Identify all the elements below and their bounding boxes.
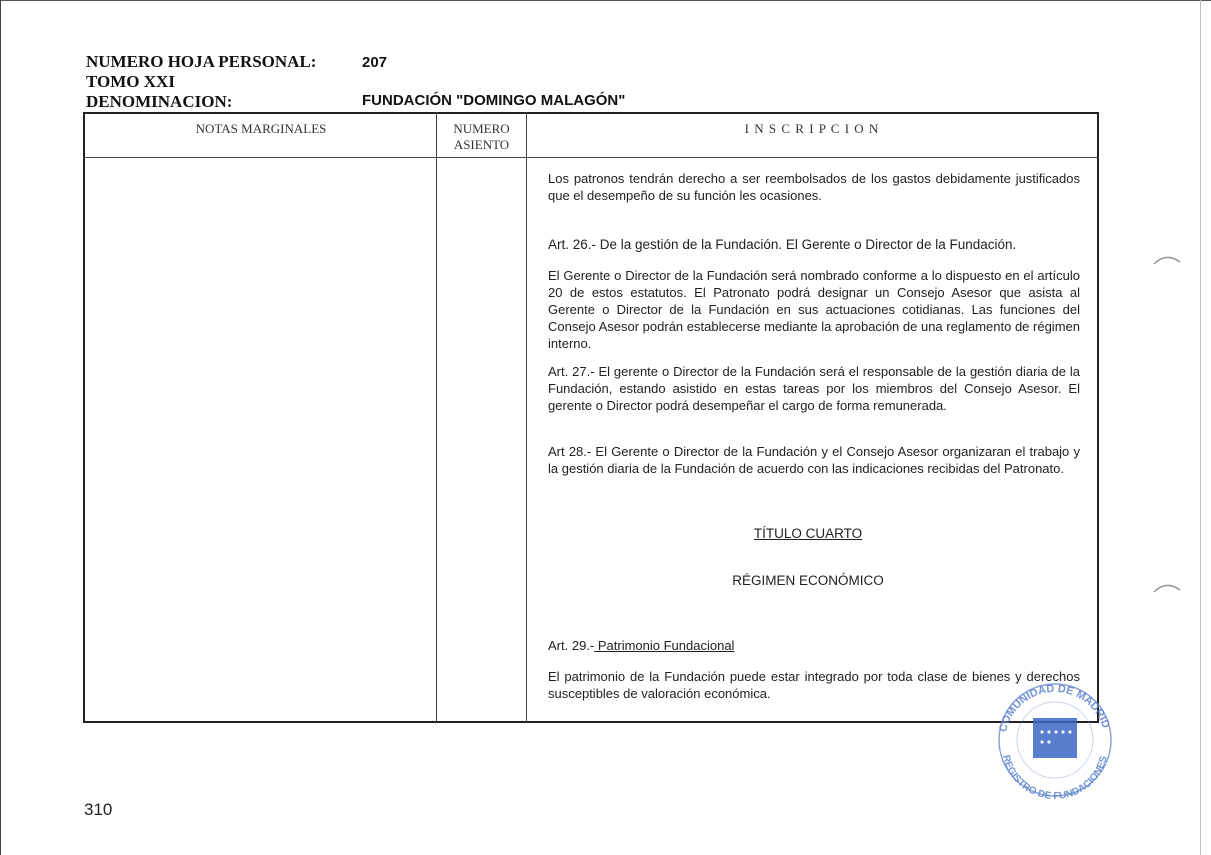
seal-bottom-text: REGISTRO DE FUNDACIONES: [999, 753, 1110, 800]
hoja-value: 207: [362, 54, 388, 71]
art26-body: El Gerente o Director de la Fundación será nombrado conforme a lo dispuesto en el artículo 20 de estos estatutos. El Patronato podrá designar un Consejo Asesor que asista al Gerente o Director de la Fundación en sus actuaciones cotidianas. Las funciones del Consejo Asesor podrán establecerse mediante la aprobación de una reglamento de régimen interno.: [548, 268, 1080, 351]
regimen-economico-heading: RÉGIMEN ECONÓMICO: [732, 573, 884, 588]
hoja-label: NUMERO HOJA PERSONAL:: [86, 52, 317, 71]
paragraph-reembolso: Los patronos tendrán derecho a ser reembolsados de los gastos debidamente justificados que el desempeño de su función les ocasiones.: [548, 171, 1080, 203]
registry-seal-stamp: [990, 680, 1120, 800]
column-divider-2: [526, 112, 527, 723]
notas-marginales-heading: NOTAS MARGINALES: [195, 121, 327, 136]
art28-paragraph: Art 28.- El Gerente o Director de la Fundación y el Consejo Asesor organizaran el trabajo y la gestión diaria de la Fundación de acuerdo con las indicaciones recibidas del Patronato.: [548, 444, 1080, 476]
seal-top-text: COMUNIDAD DE MADRID: [997, 682, 1112, 734]
binder-hole-mark-upper: [1150, 250, 1190, 290]
column-divider-1: [436, 112, 437, 723]
page-edge-left: [0, 0, 1, 855]
header-divider: [83, 157, 1099, 158]
art29-prefix: Art. 29.-: [548, 638, 595, 653]
page-number: 310: [84, 800, 113, 819]
asiento-heading: ASIENTO: [453, 137, 510, 152]
art29-body: El patrimonio de la Fundación puede estar integrado por toda clase de bienes y derechos susceptibles de valoración económica.: [548, 669, 1080, 701]
tomo-label: TOMO XXI: [86, 72, 175, 91]
art26-title: Art. 26.- De la gestión de la Fundación. El Gerente o Director de la Fundación.: [548, 237, 1017, 252]
denominacion-label: DENOMINACION:: [86, 92, 233, 111]
art29-heading: Patrimonio Fundacional: [594, 638, 735, 653]
numero-heading: NUMERO: [453, 121, 510, 136]
denominacion-value: FUNDACIÓN "DOMINGO MALAGÓN": [362, 92, 626, 109]
binder-hole-mark-lower: [1150, 578, 1190, 618]
titulo-cuarto-heading: TÍTULO CUARTO: [753, 526, 863, 541]
art29-title: [548, 637, 1080, 654]
inscripcion-heading: I N S C R I P C I O N: [744, 121, 880, 136]
page-edge-top: [0, 0, 1211, 1]
art27-paragraph: Art. 27.- El gerente o Director de la Fundación será el responsable de la gestión diaria de la Fundación, estando asistido en estas tareas por los miembros del Consejo Asesor. El gerente o Director podrá desempeñar el cargo de forma remunerada.: [548, 364, 1080, 413]
page-edge-right: [1200, 0, 1201, 855]
